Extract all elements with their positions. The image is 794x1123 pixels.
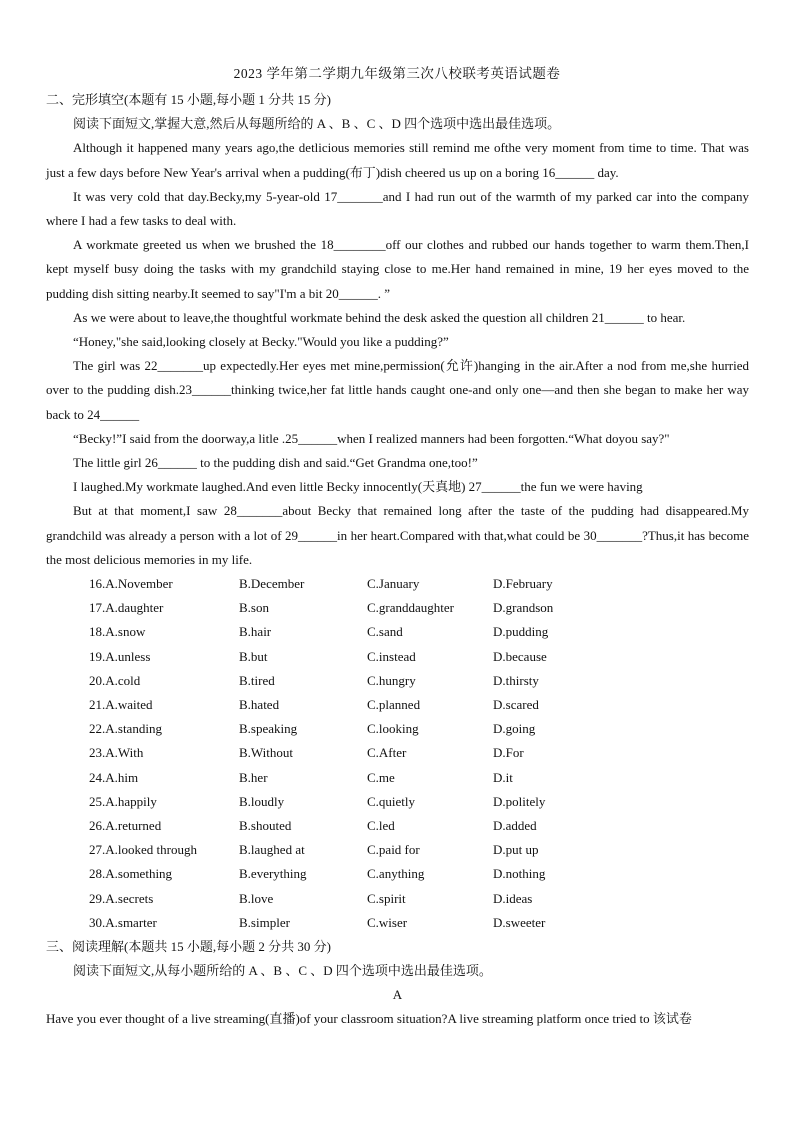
option-d: D.grandson [493, 600, 554, 616]
option-row [89, 887, 749, 911]
option-row [89, 669, 749, 693]
option-b: B.her [239, 769, 268, 785]
option-d: D.ideas [493, 890, 533, 906]
section2-heading: 二、完形填空(本题有 15 小题,每小题 1 分共 15 分) [46, 92, 331, 107]
option-row [89, 717, 749, 741]
option-c: C.January [367, 576, 420, 592]
option-a: 23.A.With [89, 745, 144, 761]
option-d: D.For [493, 745, 524, 761]
option-d: D.thirsty [493, 672, 539, 688]
option-a: 25.A.happily [89, 793, 157, 809]
option-d: D.politely [493, 793, 546, 809]
option-c: C.looking [367, 721, 419, 737]
options-list [89, 572, 749, 935]
cloze-paragraph: “Becky!”I said from the doorway,a litle .25______when I realized manners had been forgotten.“What doyou say?" [73, 430, 670, 446]
cloze-paragraph: The little girl 26______ to the pudding dish and said.“Get Grandma one,too!” [73, 455, 478, 471]
option-b: B.but [239, 648, 268, 664]
option-d: D.February [493, 576, 553, 592]
option-d: D.it [493, 769, 513, 785]
option-b: B.hated [239, 697, 280, 712]
cloze-paragraph: “Honey,"she said,looking closely at Becky."Would you like a pudding?” [73, 334, 449, 350]
option-b: B.everything [239, 866, 307, 882]
option-a: 26.A.returned [89, 817, 162, 833]
option-b: B.love [239, 890, 274, 906]
option-c: C.granddaughter [367, 600, 455, 616]
option-d: D.put up [493, 842, 539, 858]
option-c: C.After [367, 745, 407, 761]
option-a: 30.A.smarter [89, 914, 157, 930]
option-c: C.quietly [367, 793, 416, 809]
option-a: 22.A.standing [89, 721, 162, 737]
passage-first-line: Have you ever thought of a live streaming(直播)of your classroom situation?A live streaming platform once tried to 该试卷 [46, 1011, 692, 1027]
cloze-paragraph: The girl was 22_______up expectedly.Her eyes met mine,permission(允许)hanging in the air.After a nod from me,she hurried over to the pudding dish.23______thinking twice,her fat little hands caught one-and only one—and then she began to make her way back to 24______ [46, 358, 749, 422]
option-row [89, 911, 749, 935]
section2-instruction: 阅读下面短文,掌握大意,然后从每题所给的 A 、B 、C 、D 四个选项中选出最佳选项。 [73, 116, 561, 132]
section3-heading: 三、阅读理解(本题共 15 小题,每小题 2 分共 30 分) [46, 938, 331, 954]
option-a: 19.A.unless [89, 648, 151, 664]
option-b: B.simpler [239, 914, 290, 930]
option-d: D.pudding [493, 624, 549, 640]
option-row [89, 838, 749, 862]
option-a: 28.A.something [89, 866, 173, 882]
option-c: C.paid for [367, 842, 420, 858]
option-row [89, 596, 749, 620]
option-b: B.Without [239, 745, 294, 761]
option-d: D.sweeter [493, 914, 546, 930]
option-c: C.spirit [367, 890, 406, 906]
cloze-paragraph: I laughed.My workmate laughed.And even little Becky innocently(天真地) 27______the fun we were having [73, 479, 643, 495]
option-c: C.hungry [367, 672, 416, 688]
option-row [89, 790, 749, 814]
option-a: 17.A.daughter [89, 600, 164, 616]
cloze-paragraph: Although it happened many years ago,the detlicious memories still remind me ofthe very moment from time to time. That was just a few days before New Year's arrival when a pudding(布丁)dish cheered us up on a boring 16______ day. [46, 140, 749, 180]
option-c: C.sand [367, 624, 403, 640]
cloze-paragraph: It was very cold that day.Becky,my 5-year-old 17_______and I had run out of the warmth of my parked car into the company where I had a few tasks to deal with. [46, 188, 749, 229]
option-a: 21.A.waited [89, 697, 153, 712]
option-row [89, 693, 749, 717]
option-d: D.scared [493, 697, 539, 712]
option-b: B.loudly [239, 793, 285, 809]
option-c: C.me [367, 769, 395, 785]
option-d: D.added [493, 817, 537, 833]
option-b: B.laughed at [239, 842, 305, 858]
option-d: D.because [493, 648, 547, 664]
cloze-paragraph: A workmate greeted us when we brushed the 18________off our clothes and rubbed our hands together to warm them.Then,I kept myself busy doing the tasks with my grandchild staying close to me.Her hand remained in mine, 19 her eyes moved to the pudding dish sitting nearby.It seemed to say"I'm a bit 20______. ” [46, 237, 749, 301]
option-row [89, 620, 749, 644]
option-b: B.tired [239, 672, 275, 688]
exam-title: 2023 学年第二学期九年级第三次八校联考英语试题卷 [233, 66, 561, 81]
cloze-paragraph: But at that moment,I saw 28_______about Becky that remained long after the taste of the pudding had disappeared.My grandchild was already a person with a lot of 29______in her heart.Compared with that,what could be 30_______?Thus,it has become the most delicious memories in my life. [46, 503, 749, 567]
cloze-paragraph: As we were about to leave,the thoughtful workmate behind the desk asked the question all children 21______ to hear. [73, 309, 686, 325]
option-b: B.shouted [239, 817, 292, 833]
option-row [89, 862, 749, 886]
option-a: 18.A.snow [89, 624, 146, 640]
option-b: B.son [239, 600, 269, 616]
option-row [89, 572, 749, 596]
passage-label: A [392, 987, 403, 1003]
option-a: 20.A.cold [89, 672, 141, 688]
option-c: C.anything [367, 866, 425, 882]
section3-instruction: 阅读下面短文,从每小题所给的 A 、B 、C 、D 四个选项中选出最佳选项。 [73, 963, 492, 979]
exam-content [46, 88, 749, 1032]
option-a: 29.A.secrets [89, 890, 154, 906]
option-b: B.hair [239, 624, 272, 640]
option-a: 16.A.November [89, 576, 173, 592]
option-d: D.going [493, 721, 536, 737]
option-b: B.December [239, 576, 305, 592]
option-c: C.planned [367, 697, 421, 712]
option-a: 27.A.looked through [89, 842, 197, 858]
option-c: C.led [367, 817, 395, 833]
option-row [89, 741, 749, 765]
option-row [89, 766, 749, 790]
option-row [89, 814, 749, 838]
option-c: C.instead [367, 648, 416, 664]
option-b: B.speaking [239, 721, 298, 737]
option-a: 24.A.him [89, 769, 139, 785]
option-row [89, 645, 749, 669]
option-c: C.wiser [367, 914, 408, 930]
option-d: D.nothing [493, 866, 546, 882]
